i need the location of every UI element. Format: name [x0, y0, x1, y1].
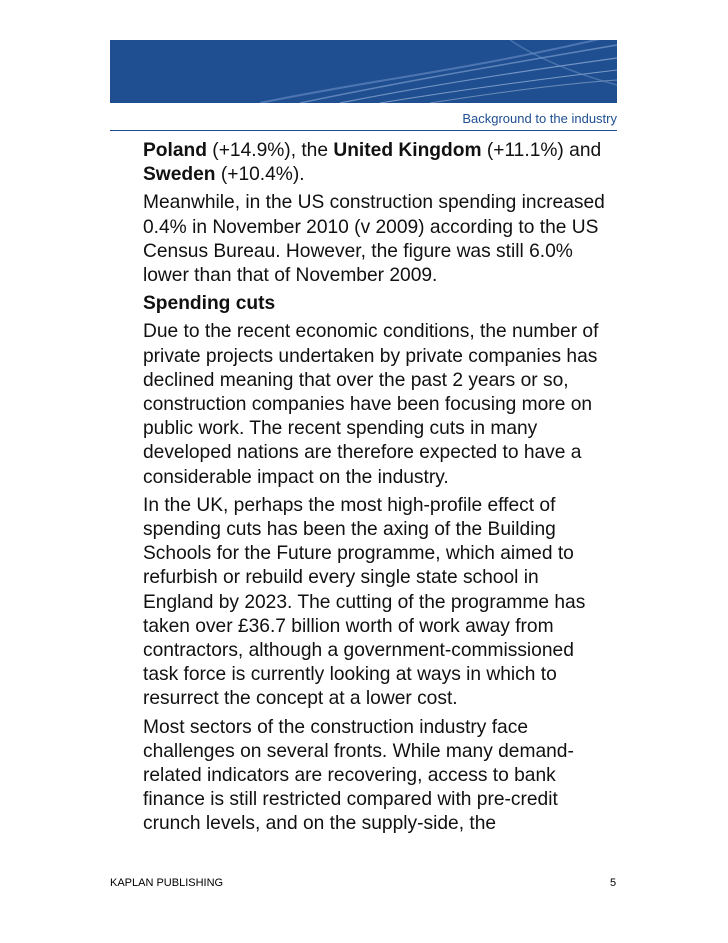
page-number: 5 [610, 877, 617, 889]
economic-conditions-paragraph: Due to the recent economic conditions, the number of private projects undertaken by private companies has declined meaning that over the past 2 years or so, construction companies have been focusing more on public work. The recent spending cuts in many developed nations are therefore expected to have a considerable impact on the industry. [143, 321, 599, 488]
sector-challenges-paragraph: Most sectors of the construction industry face challenges on several fronts. While many demand-related indicators are recovering, access to bank finance is still restricted compared with pre-credit crunch levels, and on the supply-side, the [143, 716, 574, 835]
section-label: Background to the industry [462, 111, 617, 126]
header-banner [110, 40, 617, 103]
country-poland: Poland [143, 140, 207, 161]
body-text [143, 139, 613, 841]
uk-schools-paragraph: In the UK, perhaps the most high-profile effect of spending cuts has been the axing of the Building Schools for the Future programme, which aimed to refurbish or rebuild every single state school in England by 2023. The cutting of the programme has taken over £36.7 billion worth of work away from contractors, although a government-commissioned task force is currently looking at ways in which to resurrect the concept at a lower cost. [143, 494, 586, 710]
country-sweden: Sweden [143, 164, 216, 186]
header-divider [110, 130, 617, 131]
wave-decoration [110, 40, 617, 103]
us-spending-paragraph: Meanwhile, in the US construction spending increased 0.4% in November 2010 (v 2009) according to the US Census Bureau. However, the figure was still 6.0% lower than that of November 2009. [143, 192, 605, 287]
section-heading: Spending cuts [143, 293, 276, 315]
footer-publisher: KAPLAN PUBLISHING [110, 877, 224, 889]
country-uk: United Kingdom [333, 140, 482, 161]
intro-paragraph: Poland (+14.9%), the United Kingdom (+11.1%) and Sweden (+10.4%). [143, 140, 602, 186]
